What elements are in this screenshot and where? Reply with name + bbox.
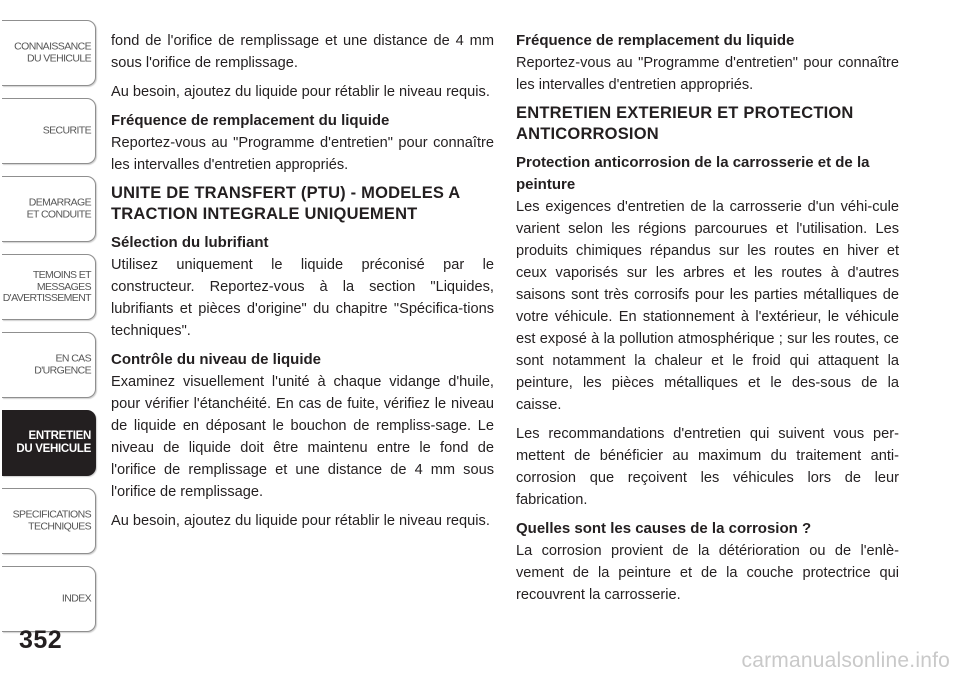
tab-specifications-techniques[interactable]	[2, 488, 96, 554]
tab-label: INDEX	[61, 592, 91, 605]
paragraph: Au besoin, ajoutez du liquide pour rétablir le niveau requis.	[111, 84, 490, 100]
paragraph: Les exigences d'entretien de la carrosserie d'un véhi-cule varient selon les régions parcourues et l'utilisation. Les produits chimiques répandus sur les routes en hiver et ceux vaporisés sur les arbres et les routes à d'autres saisons sont très corrosifs pour les parties métalliques de votre véhicule. En stationnement à l'extérieur, le véhicule est exposé à la pollution atmosphérique ; sur les routes, ce sont notamment la chaleur et le froid qui attaquent la peinture, les pièces métalliques et le des-sous de la caisse.	[516, 199, 899, 413]
watermark: carmanualsonline.info	[741, 649, 950, 672]
paragraph: Reportez-vous au "Programme d'entretien" pour connaître les intervalles d'entretien appropriés.	[111, 135, 494, 173]
tab-label: SPECIFICATIONS TECHNIQUES	[12, 508, 91, 532]
tab-label: ENTRETIEN DU VEHICULE	[16, 430, 91, 455]
tab-label: DEMARRAGE ET CONDUITE	[26, 196, 91, 220]
tab-securite[interactable]	[2, 98, 96, 164]
paragraph: Les recommandations d'entretien qui suivent vous per-mettent de bénéficier au maximum du traitement anti-corrosion que reçoivent les véhicules lors de leur fabrication.	[516, 426, 899, 508]
tab-label: TEMOINS ET MESSAGES D'AVERTISSEMENT	[2, 268, 91, 304]
tab-label: CONNAISSANCE DU VEHICULE	[14, 40, 91, 64]
tab-label: EN CAS D'URGENCE	[34, 352, 91, 376]
tab-label: SECURITE	[42, 124, 91, 137]
tab-en-cas-durgence[interactable]	[2, 332, 96, 398]
chapter-heading: ENTRETIEN EXTERIEUR ET PROTECTION ANTICORROSION	[516, 104, 854, 143]
paragraph: Reportez-vous au "Programme d'entretien" pour connaître les intervalles d'entretien appropriés.	[516, 55, 899, 93]
tab-entretien-du-vehicule[interactable]	[2, 410, 96, 476]
section-heading: Fréquence de remplacement du liquide	[516, 32, 795, 49]
section-heading: Sélection du lubrifiant	[111, 234, 269, 251]
page-number: 352	[19, 626, 63, 654]
tab-connaissance-du-vehicule[interactable]	[2, 20, 96, 86]
left-column	[111, 30, 494, 539]
section-heading: Quelles sont les causes de la corrosion ?	[516, 520, 812, 537]
paragraph: Utilisez uniquement le liquide préconisé par le constructeur. Reportez-vous à la section "Liquides, lubrifiants et pièces d'origine" du chapitre "Spécifica-tions techniques".	[111, 257, 494, 339]
section-heading: Fréquence de remplacement du liquide	[111, 112, 390, 129]
tab-demarrage-et-conduite[interactable]	[2, 176, 96, 242]
paragraph: fond de l'orifice de remplissage et une distance de 4 mm sous l'orifice de remplissage.	[111, 33, 494, 71]
section-heading: Contrôle du niveau de liquide	[111, 351, 322, 368]
right-column	[516, 30, 899, 613]
chapter-heading: UNITE DE TRANSFERT (PTU) - MODELES A TRACTION INTEGRALE UNIQUEMENT	[111, 184, 460, 223]
paragraph: La corrosion provient de la détérioration ou de l'enlè-vement de la peinture et de la couche protectrice qui recouvrent la carrosserie.	[516, 543, 899, 603]
tab-temoins-et-messages[interactable]	[2, 254, 96, 320]
section-heading: Protection anticorrosion de la carrosserie et de la peinture	[516, 154, 870, 193]
paragraph: Au besoin, ajoutez du liquide pour rétablir le niveau requis.	[111, 513, 490, 529]
tab-index[interactable]	[2, 566, 96, 632]
paragraph: Examinez visuellement l'unité à chaque vidange d'huile, pour vérifier l'étanchéité. En cas de fuite, vérifiez le niveau de liquide en déposant le bouchon de rempliss-sage. Le niveau de liquide doit être maintenu entre le fond de l'orifice de remplissage et une distance de 4 mm sous l'orifice de remplissage.	[111, 374, 494, 500]
